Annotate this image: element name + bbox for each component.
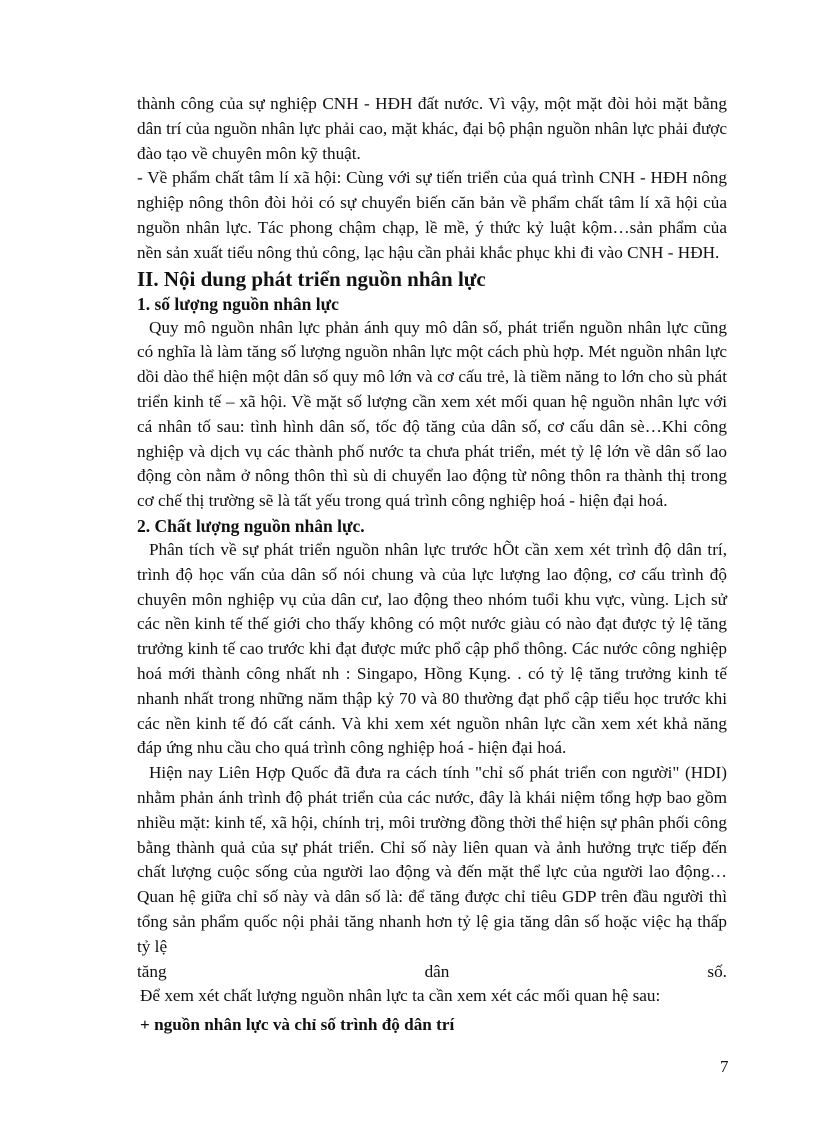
relations-paragraph: Để xem xét chất lượng nguồn nhân lực ta cần xem xét các mối quan hệ sau:	[140, 986, 661, 1006]
page-number: 7	[720, 1057, 729, 1076]
spread-word: số.	[707, 961, 727, 981]
quantity-paragraph: Quy mô nguồn nhân lực phản ánh quy mô dân số, phát triển nguồn nhân lực cũng có nghĩa là làm tăng số lượng nguồn nhân lực một cách phù hợp. Mét nguồn nhân lực dồi dào thể hiện một dân số quy mô lớn và cơ cấu trẻ, là tiềm năng to lớn cho sù phát triển kinh tế – xã hội. Về mặt số lượng cần xem xét mối quan hệ nguồn nhân lực với cá nhân tố sau: tình hình dân số, tốc độ tăng của dân số, cơ cấu dân sè…Khi công nghiệp và dịch vụ các thành phố nước ta chưa phát triển, mét tỷ lệ lớn về dân số lao động còn nằm ở nông thôn thì sù di chuyển lao động từ nông thôn ra thành thị trong cơ chế thị trường sẽ là tất yếu trong quá trình công nghiệp hoá - hiện đại hoá.	[137, 317, 727, 511]
intro-paragraph: thành công của sự nghiệp CNH - HĐH đất nước. Vì vậy, một mặt đòi hỏi mặt bằng dân trí của nguồn nhân lực phải cao, mặt khác, đại bộ phận nguồn nhân lực phải được đào tạo về chuyên môn kỹ thuật.	[137, 94, 727, 163]
quality-paragraph: Phân tích về sự phát triển nguồn nhân lực trước hÕt cần xem xét trình độ dân trí, trình độ học vấn của dân số nói chung và của lực lượng lao động, cơ cấu trình độ chuyên môn nghiệp vụ của dân cư, lao động theo nhóm tuổi khu vực, vùng. Lịch sử các nền kinh tế thế giới cho thấy không có một nước giàu có nào đạt được tỷ lệ tăng trưởng kinh tế cao trước khi đạt được mức phổ cập phổ thông. Các nước công nghiệp hoá mới thành công nhất nh : Singapo, Hồng Kụng. . có tỷ lệ tăng trưởng kinh tế nhanh nhất trong những năm thập kỷ 70 và 80 thường đạt phổ cập tiểu học trước khi các nền kinh tế đó cất cánh. Và khi xem xét nguồn nhân lực cần xem xét khả năng đáp ứng nhu cầu cho quá trình công nghiệp hoá - hiện đại hoá.	[137, 539, 727, 758]
subsection-quality-heading: 2. Chất lượng nguồn nhân lực.	[137, 515, 365, 536]
subsection-quantity-heading: 1. số lượng nguồn nhân lực	[137, 293, 339, 314]
spread-word: tăng	[137, 961, 167, 981]
hdi-paragraph-last-line	[137, 960, 727, 985]
psychology-paragraph: - Về phẩm chất tâm lí xã hội: Cùng với sự tiến triển của quá trình CNH - HĐH nông nghiệp nông thôn đòi hỏi có sự chuyển biến căn bản về phẩm chất tâm lí xã hội của nguồn nhân lực. Tác phong chậm chạp, lề mề, ý thức kỷ luật kộm…sản phẩm của nền sản xuất tiểu nông thủ công, lạc hậu cần phải khắc phục khi đi vào CNH - HĐH.	[137, 168, 727, 262]
bullet-dan-tri: + nguồn nhân lực và chỉ số trình độ dân trí	[140, 1015, 455, 1035]
section-heading: II. Nội dung phát triển nguồn nhân lực	[137, 266, 486, 291]
hdi-paragraph: Hiện nay Liên Hợp Quốc đã đưa ra cách tính "chỉ số phát triển con người" (HDI) nhằm phản ánh trình độ phát triển của các nước, đây là khái niệm tổng hợp bao gồm nhiều mặt: kinh tế, xã hội, chính trị, môi trường đồng thời thể hiện sự phân phối công bằng thành quả của sự phát triển. Chỉ số này liên quan và ảnh hưởng trực tiếp đến chất lượng cuộc sống của người lao động và đến mặt thể lực của người lao động… Quan hệ giữa chỉ số này và dân số là: để tăng được chỉ tiêu GDP trên đầu người thì tổng sản phẩm quốc nội phải tăng nhanh hơn tỷ lệ gia tăng dân số hoặc việc hạ thấp tỷ lệ	[137, 763, 727, 956]
spread-word: dân	[424, 961, 450, 981]
document-page	[137, 92, 727, 1038]
